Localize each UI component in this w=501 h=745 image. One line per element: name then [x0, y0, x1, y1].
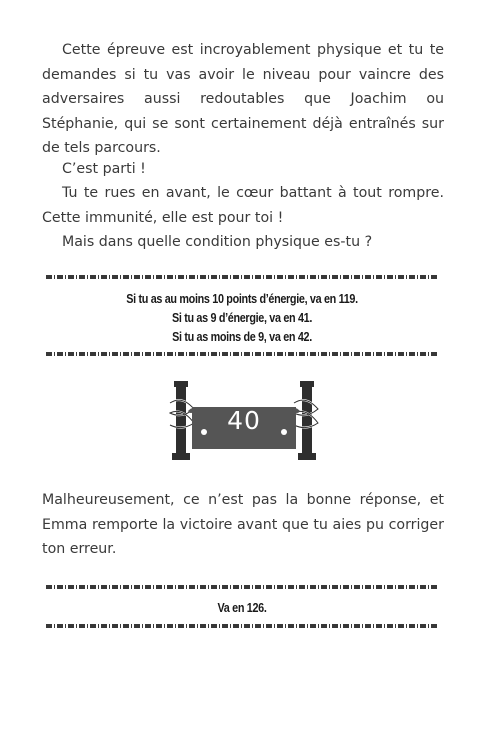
paragraph-failure: Malheureusement, ce n’est pas la bonne réponse, et Emma remporte la victoire avant que tu aies pu corriger ton erreur.	[42, 492, 444, 558]
paragraph-cest-parti: C’est parti !	[62, 161, 146, 177]
section-number-emblem	[164, 377, 324, 463]
paragraph-rush: Tu te rues en avant, le cœur battant à tout rompre. Cette immunité, elle est pour toi !	[42, 185, 444, 226]
divider-bottom-2	[46, 624, 438, 628]
divider-bottom-1	[46, 352, 438, 356]
choice-3[interactable]: Si tu as moins de 9, va en 42.	[172, 329, 312, 344]
divider-top-1	[46, 275, 438, 279]
paragraph-question: Mais dans quelle condition physique es-tu ?	[62, 234, 373, 250]
choice-go-126[interactable]: Va en 126.	[217, 600, 267, 615]
paragraph-intro: Cette épreuve est incroyablement physique et tu te demandes si tu vas avoir le niveau pour vaincre des adversaires aussi redoutables que Joachim ou Stéphanie, qui se sont certainement déjà entraînés sur de tels parcours.	[42, 42, 444, 157]
divider-top-2	[46, 585, 438, 589]
choice-1[interactable]: Si tu as au moins 10 points d’énergie, va en 119.	[126, 291, 358, 306]
section-number: 40	[227, 406, 261, 435]
choice-2[interactable]: Si tu as 9 d’énergie, va en 41.	[171, 310, 313, 325]
choice-block-1	[81, 289, 402, 346]
choice-block-2	[81, 598, 402, 617]
